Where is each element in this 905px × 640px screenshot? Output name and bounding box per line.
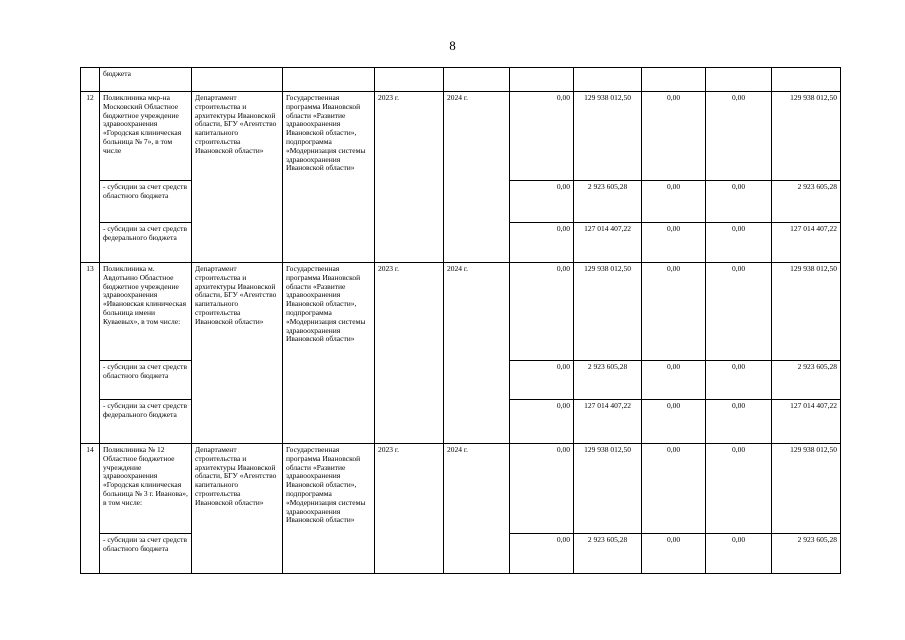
value-cell: 0,00 (706, 263, 772, 361)
start-year-cell: 2023 г. (375, 263, 444, 444)
value-cell: 0,00 (642, 534, 706, 574)
customer-cell: Департамент строительства и архитектуры Ивановской области, БГУ «Агентство капитального строительства Ивановской области» (192, 444, 283, 574)
value-cell: 0,00 (706, 534, 772, 574)
value-cell: 0,00 (642, 400, 706, 444)
value-cell: 0,00 (642, 361, 706, 400)
value-cell: 0,00 (706, 400, 772, 444)
value-cell: 129 938 012,50 (574, 92, 642, 181)
continuation-row (81, 68, 841, 92)
value-cell: 129 938 012,50 (772, 444, 841, 534)
table-row (81, 92, 841, 181)
value-cell: 127 014 407,22 (574, 400, 642, 444)
value-cell: 0,00 (706, 181, 772, 223)
value-cell: 2 923 605,28 (772, 361, 841, 400)
value-cell: 127 014 407,22 (772, 400, 841, 444)
value-cell: 0,00 (510, 263, 574, 361)
object-cell: Поликлиника м. Авдотьино Областное бюджетное учреждение здравоохранения «Ивановская клиническая больница имени Куваевых», в том числе: (100, 263, 192, 361)
budget-table (80, 67, 841, 574)
value-cell: 127 014 407,22 (574, 223, 642, 263)
end-year-cell: 2024 г. (444, 444, 510, 574)
value-cell: 129 938 012,50 (574, 444, 642, 534)
end-year-cell: 2024 г. (444, 263, 510, 444)
value-cell: 0,00 (642, 223, 706, 263)
row-number: 13 (81, 263, 100, 444)
value-cell: 0,00 (642, 181, 706, 223)
row-number (81, 68, 100, 92)
value-cell: 0,00 (510, 92, 574, 181)
value-cell: 2 923 605,28 (574, 361, 642, 400)
table-row (81, 263, 841, 361)
end-year-cell: 2024 г. (444, 92, 510, 263)
subsidy-label: - субсидии за счет средств федерального бюджета (100, 223, 192, 263)
value-cell: 0,00 (706, 361, 772, 400)
program-cell: Государственная программа Ивановской области «Развитие здравоохранения Ивановской области», подпрограмма «Модернизация системы здравоохранения Ивановской области» (283, 263, 375, 444)
value-cell: 0,00 (510, 444, 574, 534)
customer-cell: Департамент строительства и архитектуры Ивановской области, БГУ «Агентство капитального строительства Ивановской области» (192, 263, 283, 444)
value-cell: 0,00 (642, 444, 706, 534)
value-cell: 129 938 012,50 (574, 263, 642, 361)
subsidy-label: - субсидии за счет средств областного бюджета (100, 361, 192, 400)
value-cell: 0,00 (510, 534, 574, 574)
row-number: 12 (81, 92, 100, 263)
value-cell: 2 923 605,28 (772, 181, 841, 223)
value-cell: 129 938 012,50 (772, 92, 841, 181)
row-number: 14 (81, 444, 100, 574)
subsidy-label: - субсидии за счет средств федерального бюджета (100, 400, 192, 444)
value-cell: 0,00 (642, 92, 706, 181)
value-cell: 2 923 605,28 (574, 534, 642, 574)
value-cell: 0,00 (642, 263, 706, 361)
table-row (81, 444, 841, 534)
object-cell: Поликлиника мкр-на Московский Областное бюджетное учреждение здравоохранения «Городская клиническая больница № 7», в том числе (100, 92, 192, 181)
value-cell: 2 923 605,28 (574, 181, 642, 223)
value-cell: 2 923 605,28 (772, 534, 841, 574)
value-cell: 0,00 (510, 181, 574, 223)
subsidy-label: - субсидии за счет средств областного бюджета (100, 181, 192, 223)
value-cell: 129 938 012,50 (772, 263, 841, 361)
subsidy-label: - субсидии за счет средств областного бюджета (100, 534, 192, 574)
value-cell: 0,00 (706, 92, 772, 181)
value-cell: 0,00 (706, 223, 772, 263)
customer-cell: Департамент строительства и архитектуры Ивановской области, БГУ «Агентство капитального строительства Ивановской области» (192, 92, 283, 263)
value-cell: 0,00 (510, 223, 574, 263)
value-cell: 0,00 (510, 361, 574, 400)
object-cell: бюджета (100, 68, 192, 92)
value-cell: 0,00 (510, 400, 574, 444)
value-cell: 127 014 407,22 (772, 223, 841, 263)
program-cell: Государственная программа Ивановской области «Развитие здравоохранения Ивановской области», подпрограмма «Модернизация системы здравоохранения Ивановской области» (283, 444, 375, 574)
value-cell: 0,00 (706, 444, 772, 534)
page-number: 8 (449, 38, 456, 53)
start-year-cell: 2023 г. (375, 444, 444, 574)
object-cell: Поликлиника № 12 Областное бюджетное учреждение здравоохранения «Городская клиническая больница № 3 г. Иванова», в том числе: (100, 444, 192, 534)
program-cell: Государственная программа Ивановской области «Развитие здравоохранения Ивановской области», подпрограмма «Модернизация системы здравоохранения Ивановской области» (283, 92, 375, 263)
start-year-cell: 2023 г. (375, 92, 444, 263)
